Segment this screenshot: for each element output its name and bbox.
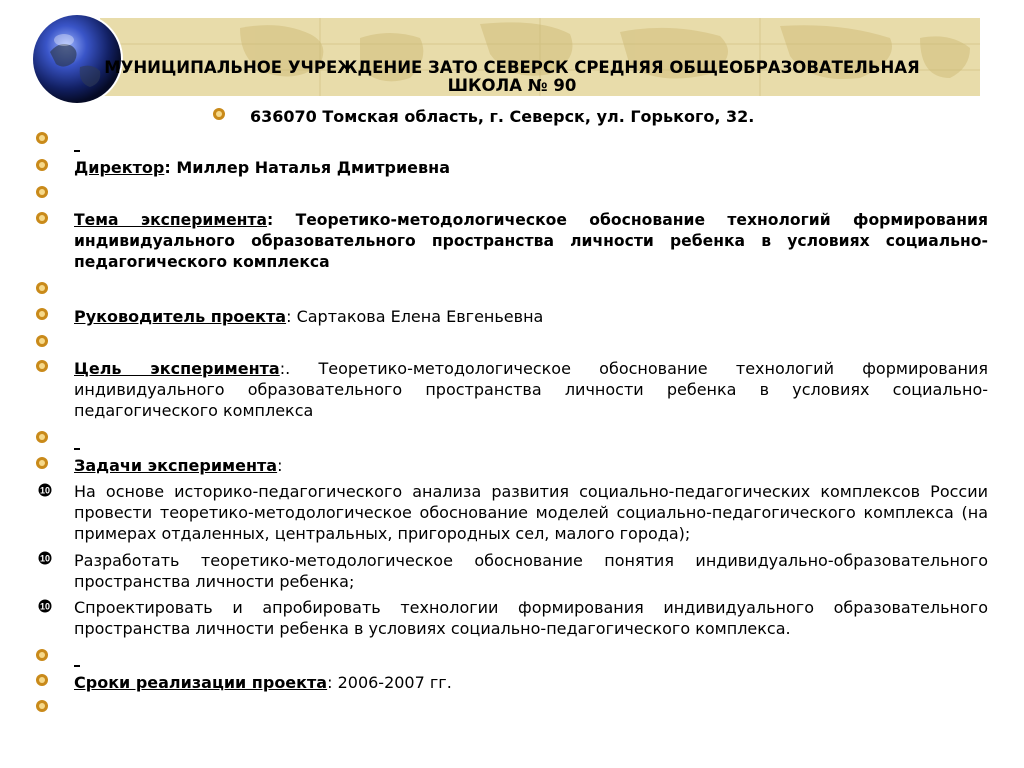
task-item: На основе историко-педагогического анализа развития социально-педагогических комплексов России провести теоретико-методологическое обоснование моделей социально-педагогического комплекса (на примерах отдаленных, центральных, пригородных сел, малого города); bbox=[74, 482, 988, 543]
leader-line bbox=[74, 306, 988, 327]
svg-text:10: 10 bbox=[39, 553, 51, 564]
empty-line-marker bbox=[74, 448, 80, 450]
topic-value: Теоретико-методологическое обоснование технологий формирования индивидуального образовательного пространства личности ребенка в условиях социально-педагогического комплекса bbox=[74, 211, 988, 271]
page-title-line1: МУНИЦИПАЛЬНОЕ УЧРЕЖДЕНИЕ ЗАТО СЕВЕРСК СРЕДНЯЯ ОБЩЕОБРАЗОВАТЕЛЬНАЯ bbox=[104, 58, 920, 77]
tasks-heading bbox=[74, 455, 988, 476]
task-item: Разработать теоретико-методологическое обоснование понятия индивидуально-образовательного пространства личности ребенка; bbox=[74, 551, 988, 591]
bullet-icon bbox=[35, 131, 49, 145]
bullet-icon bbox=[35, 307, 49, 321]
timeline-value: 2006-2007 гг. bbox=[337, 673, 452, 692]
goal-label: Цель эксперимента bbox=[74, 359, 280, 378]
numbered-bullet-icon bbox=[38, 599, 52, 613]
tasks-sep: : bbox=[277, 456, 283, 475]
bullet-icon bbox=[35, 673, 49, 687]
bullet-icon bbox=[35, 430, 49, 444]
task-item: Спроектировать и апробировать технологии формирования индивидуального образовательного пространства личности ребенка в условиях социально-педагогического комплекса. bbox=[74, 598, 988, 638]
topic-line bbox=[74, 210, 988, 273]
bullet-icon bbox=[35, 699, 49, 713]
empty-line-marker bbox=[74, 665, 80, 667]
bullet-icon bbox=[35, 211, 49, 225]
bullet-icon bbox=[35, 185, 49, 199]
svg-text:10: 10 bbox=[39, 601, 51, 612]
goal-value: Теоретико-методологическое обоснование технологий формирования индивидуального образовательного пространства личности ребенка в условиях социально-педагогического комплекса bbox=[74, 359, 989, 420]
director-sep: : bbox=[164, 158, 177, 177]
director-line bbox=[74, 157, 988, 178]
svg-text:10: 10 bbox=[39, 485, 51, 496]
topic-sep: : bbox=[267, 211, 296, 229]
numbered-bullet-icon bbox=[38, 483, 52, 497]
bullet-icon bbox=[35, 158, 49, 172]
leader-label: Руководитель проекта bbox=[74, 307, 287, 326]
bullet-icon bbox=[35, 648, 49, 662]
page-title-line2: ШКОЛА № 90 bbox=[447, 76, 577, 95]
leader-sep: : bbox=[286, 307, 297, 326]
address: 636070 Томская область, г. Северск, ул. Горького, 32. bbox=[250, 107, 755, 126]
goal-line bbox=[74, 358, 988, 421]
tasks-label: Задачи эксперимента bbox=[74, 456, 278, 475]
director-label: Директор bbox=[74, 158, 165, 177]
page-title bbox=[52, 59, 972, 95]
goal-sep: :. bbox=[279, 359, 319, 378]
bullet-icon bbox=[35, 359, 49, 373]
leader-value: Сартакова Елена Евгеньевна bbox=[296, 307, 544, 326]
empty-line-marker bbox=[74, 150, 80, 152]
timeline-sep: : bbox=[327, 673, 338, 692]
timeline-label: Сроки реализации проекта bbox=[74, 673, 328, 692]
bullet-icon bbox=[35, 456, 49, 470]
bullet-icon bbox=[35, 334, 49, 348]
timeline-line bbox=[74, 672, 988, 693]
bullet-icon bbox=[35, 281, 49, 295]
numbered-bullet-icon bbox=[38, 551, 52, 565]
bullet-icon bbox=[212, 107, 226, 121]
director-value: Миллер Наталья Дмитриевна bbox=[176, 158, 450, 177]
topic-label: Тема эксперимента bbox=[74, 211, 267, 229]
